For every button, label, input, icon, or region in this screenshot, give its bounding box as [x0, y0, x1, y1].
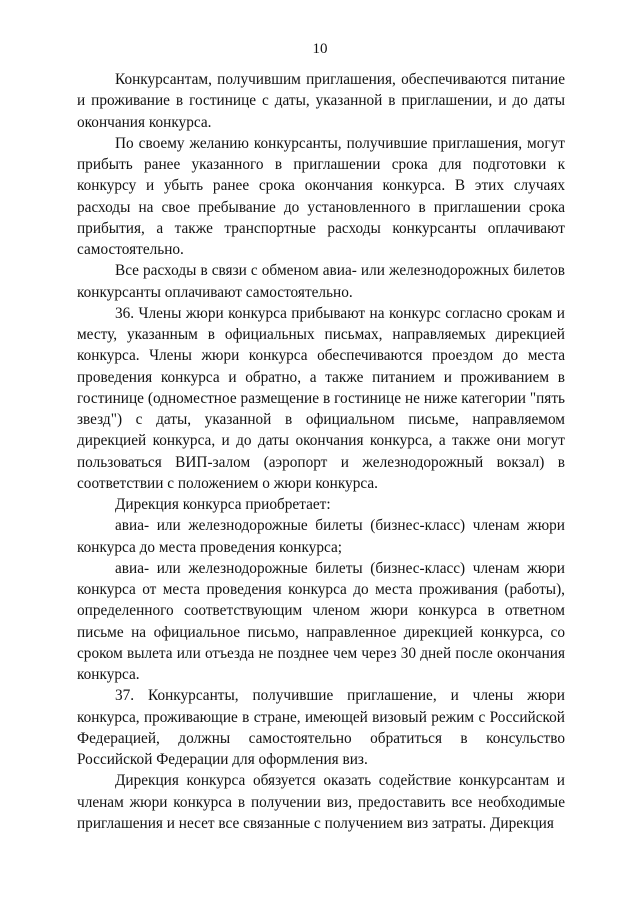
document-body: [77, 69, 565, 834]
paragraph-directorate-purchases: Дирекция конкурса приобретает:: [115, 496, 331, 513]
paragraph-meals-accommodation: Конкурсантам, получившим приглашения, обеспечиваются питание и проживание в гостинице с даты, указанной в приглашении, и до даты окончания конкурса.: [77, 71, 565, 131]
paragraph-tickets-to-venue: авиа- или железнодорожные билеты (бизнес-класс) членам жюри конкурса до места проведения конкурса;: [77, 517, 565, 556]
paragraph-tickets-return: авиа- или железнодорожные билеты (бизнес-класс) членам жюри конкурса от места проведения конкурса до места проживания (работы), определенного соответствующим членом жюри конкурса в ответном письме на официальное письмо, направленное дирекцией конкурса, со сроком вылета или отъезда не позднее чем через 30 дней после окончания конкурса.: [77, 559, 565, 683]
paragraph-visa-assistance: Дирекция конкурса обязуется оказать содействие конкурсантам и членам жюри конкурса в получении виз, предоставить все необходимые приглашения и несет все связанные с получением виз затраты. Дирекция: [77, 772, 565, 832]
paragraph-ticket-exchange: Все расходы в связи с обменом авиа- или железнодорожных билетов конкурсанты оплачивают самостоятельно.: [77, 262, 565, 301]
paragraph-early-arrival: По своему желанию конкурсанты, получившие приглашения, могут прибыть ранее указанного в приглашении срока для подготовки к конкурсу и убыть ранее срока окончания конкурса. В этих случаях расходы на свое пребывание до установленного в приглашении срока прибытия, а также транспортные расходы конкурсанты оплачивают самостоятельно.: [77, 134, 565, 258]
page-number: 10: [312, 41, 328, 57]
paragraph-37-visas: 37. Конкурсанты, получившие приглашение, и члены жюри конкурса, проживающие в стране, имеющей визовый режим с Российской Федерацией, должны самостоятельно обратиться в консульство Российской Федерации для оформления виз.: [77, 687, 565, 768]
paragraph-36-jury-arrival: 36. Члены жюри конкурса прибывают на конкурс согласно срокам и месту, указанным в официальных письмах, направляемых дирекцией конкурса. Члены жюри конкурса обеспечиваются проездом до места проведения конкурса и обратно, а также питанием и проживанием в гостинице (одноместное размещение в гостинице не ниже категории "пять звезд") с даты, указанной в официальном письме, направляемом дирекцией конкурса, и до даты окончания конкурса, а также они могут пользоваться ВИП-залом (аэропорт и железнодорожный вокзал) в соответствии с положением о жюри конкурса.: [77, 304, 565, 492]
